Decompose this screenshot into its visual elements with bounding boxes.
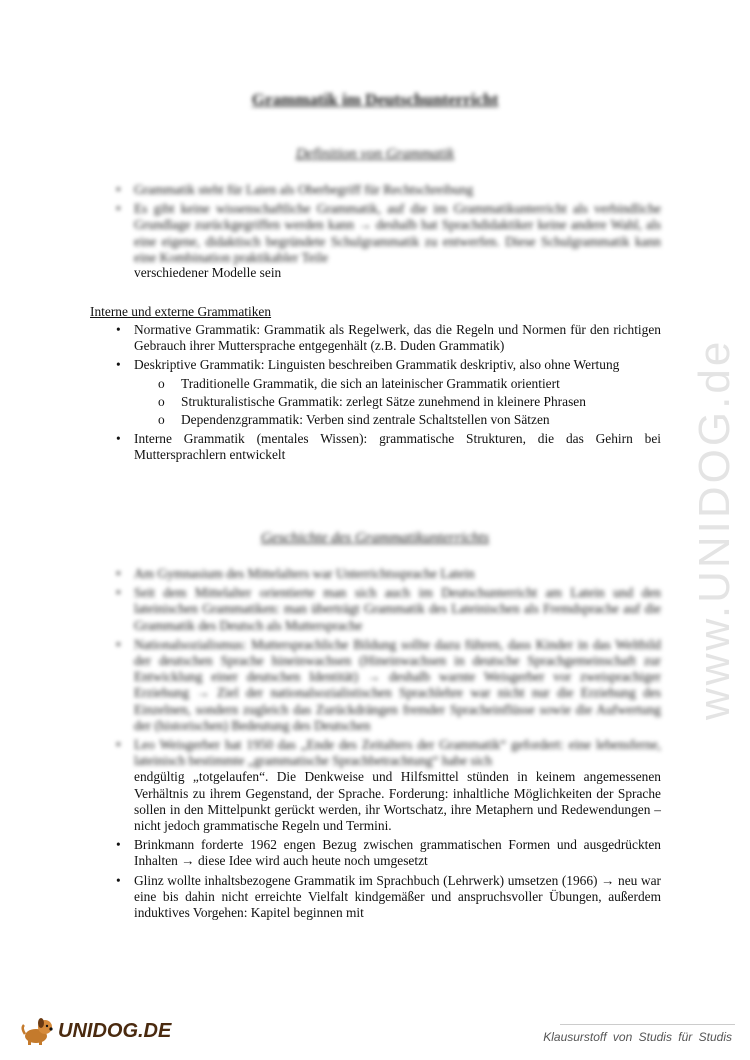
section-heading-grammatiken: Interne und externe Grammatiken [90, 304, 272, 319]
list-item: • Normative Grammatik: Grammatik als Regelwerk, das die Regeln und Normen für den richtigen Gebrauch ihrer Muttersprache entgegenhält (z.B. Duden Grammatik) [108, 322, 661, 354]
grammatiken-list [108, 322, 661, 464]
list-item: • Seit dem Mittelalter orientierte man sich auch im Deutschunterricht am Latein und den lateinischen Grammatiken: man überträgt Grammatik des Lateinischen als Fremdsprache auf die Grammatik des Deutsch als Muttersprache [108, 585, 661, 634]
section-heading-geschichte: Geschichte des Grammatikunterrichts [260, 530, 490, 546]
footer-tagline: Klausurstoff von Studis für Studis [543, 1030, 732, 1044]
list-item: • Brinkmann forderte 1962 engen Bezug zwischen grammatischen Formen und ausgedrückten Inhalten → diese Idee wird auch heute noch umgesetzt [108, 837, 661, 869]
sub-list-item: o Dependenzgrammatik: Verben sind zentrale Schaltstellen von Sätzen [108, 412, 661, 428]
watermark: www.UNIDOG.de [690, 338, 739, 720]
list-item: • Nationalsozialismus: Muttersprachliche Bildung sollte dazu führen, dass Kinder in das Weltbild der deutschen Sprache hineinwachsen (Hineinwachsen in deutsche Sprachgemeinschaft zur Entwicklung einer deutschen Identität) → deshalb warnte Weisgerber vor zweisprachiger Erziehung → Ziel der nationalsozialistischen Sprachlehre war nicht nur die Erziehung des Einzelnen, sondern zugleich das Zurückdrängen fremder Spracheinflüsse sowie die Aufwertung der (historischen) Bedeutung des Deutschen [108, 637, 661, 734]
list-item: • Leo Weisgerber hat 1950 das „Ende des Zeitalters der Grammatik“ gefordert: eine lebensferne, lateinisch bestimmte „grammatische Sprachbetrachtung“ habe sich [108, 737, 661, 769]
list-item: • Es gibt keine wissenschaftliche Grammatik, auf die im Grammatikunterricht als verbindliche Grundlage zurückgegriffen werden kann → deshalb hat Sprachdidaktiker keine andere Wahl, als eine eigene, didaktisch begründete Schulgrammatik zu entwerfen. Diese Schulgrammatik kann eine Kombination praktikabler Teile [108, 201, 661, 266]
list-item: • Interne Grammatik (mentales Wissen): grammatische Strukturen, die das Gehirn bei Muttersprachlern entwickelt [108, 431, 661, 463]
section-heading-definition: Definition von Grammatik [295, 146, 455, 162]
page-title: Grammatik im Deutschunterricht [251, 90, 499, 109]
footer-divider [560, 1024, 735, 1025]
list-item: • Grammatik steht für Laien als Oberbegriff für Rechtschreibung [108, 182, 661, 198]
definition-list [108, 182, 661, 281]
list-item: • Glinz wollte inhaltsbezogene Grammatik im Sprachbuch (Lehrwerk) umsetzen (1966) → neu war eine bis dahin nicht erreichte Vielfalt kindgemäßer und anspruchsvoller Übungen, außerdem induktives Vorgehen: Kapitel beginnen mit [108, 873, 661, 922]
unidog-logo[interactable] [20, 1016, 171, 1046]
dog-icon [20, 1016, 54, 1046]
list-item-continuation: endgültig „totgelaufen“. Die Denkweise und Hilfsmittel stünden in keinem angemessenen Verhältnis zu ihrem Gegenstand, der Sprache. Forderung: inhaltliche Möglichkeiten der Sprache sollen in den Mittelpunkt gerückt werden, ihr Wortschatz, ihre Metaphern und Redewendungen – nicht jedoch grammatische Regeln und Termini. [134, 769, 661, 834]
list-item-continuation: verschiedener Modelle sein [134, 265, 282, 281]
list-item: • Deskriptive Grammatik: Linguisten beschreiben Grammatik deskriptiv, also ohne Wertung [108, 357, 661, 373]
sub-list-item: o Strukturalistische Grammatik: zerlegt Sätze zunehmend in kleinere Phrasen [108, 394, 661, 410]
logo-text: UNIDOG.DE [58, 1019, 172, 1042]
sub-list-item: o Traditionelle Grammatik, die sich an lateinischer Grammatik orientiert [108, 376, 661, 392]
geschichte-list [108, 566, 661, 921]
list-item: • Am Gymnasium des Mittelalters war Unterrichtssprache Latein [108, 566, 661, 582]
